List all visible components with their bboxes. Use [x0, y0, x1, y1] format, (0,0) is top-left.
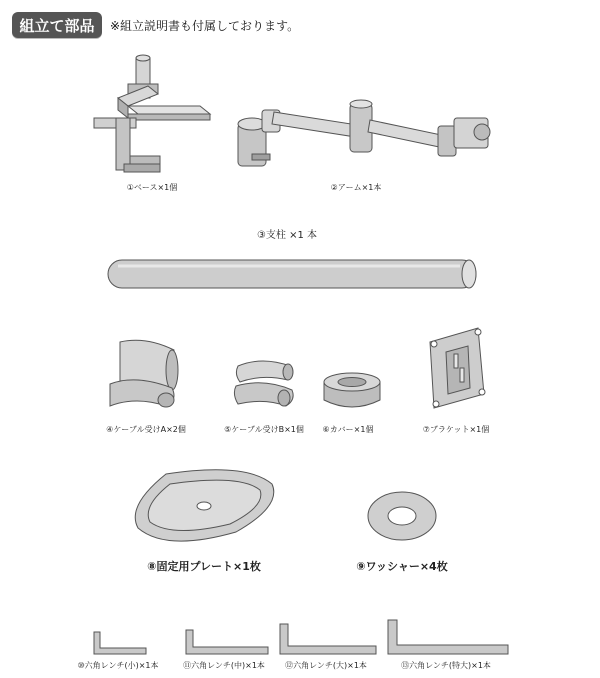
hex-wrench-small-illustration — [90, 630, 150, 656]
hex-wrench-extra-large-label: ⑬六角レンチ(特大)×1本 — [401, 661, 491, 670]
cover-label: ⑥カバー×1個 — [322, 425, 374, 434]
cable-holder-b-label: ⑤ケーブル受けB×1個 — [224, 425, 304, 434]
bracket-label: ⑦ブラケット×1個 — [422, 425, 490, 434]
base-part-illustration — [88, 48, 218, 176]
note-text: ※組立説明書も付属しております。 — [110, 19, 300, 33]
section-badge-label: 組立て部品 — [19, 16, 95, 35]
washer-illustration — [366, 490, 438, 542]
cable-holder-a-illustration — [96, 334, 192, 416]
arm-label: ②アーム×1本 — [330, 183, 382, 192]
hex-wrench-large-illustration — [276, 622, 380, 656]
hex-wrench-extra-large-illustration — [384, 618, 512, 656]
fixing-plate-illustration — [126, 466, 282, 546]
pole-part-illustration — [100, 254, 485, 294]
cable-holder-b-illustration — [230, 352, 300, 414]
cover-illustration — [318, 370, 386, 414]
pole-label: ③支柱 ×1 本 — [256, 230, 318, 241]
base-label: ①ベース×1個 — [126, 183, 178, 192]
bracket-illustration — [420, 324, 492, 416]
fixing-plate-label: ⑧固定用プレート×1枚 — [147, 560, 261, 573]
hex-wrench-medium-label: ⑪六角レンチ(中)×1本 — [183, 661, 265, 670]
hex-wrench-medium-illustration — [182, 628, 272, 656]
arm-part-illustration — [232, 100, 502, 172]
washer-label: ⑨ワッシャー×4枚 — [356, 560, 448, 573]
hex-wrench-small-label: ⑩六角レンチ(小)×1本 — [77, 661, 159, 670]
cable-holder-a-label: ④ケーブル受けA×2個 — [106, 425, 186, 434]
hex-wrench-large-label: ⑫六角レンチ(大)×1本 — [285, 661, 367, 670]
section-badge — [12, 12, 102, 38]
